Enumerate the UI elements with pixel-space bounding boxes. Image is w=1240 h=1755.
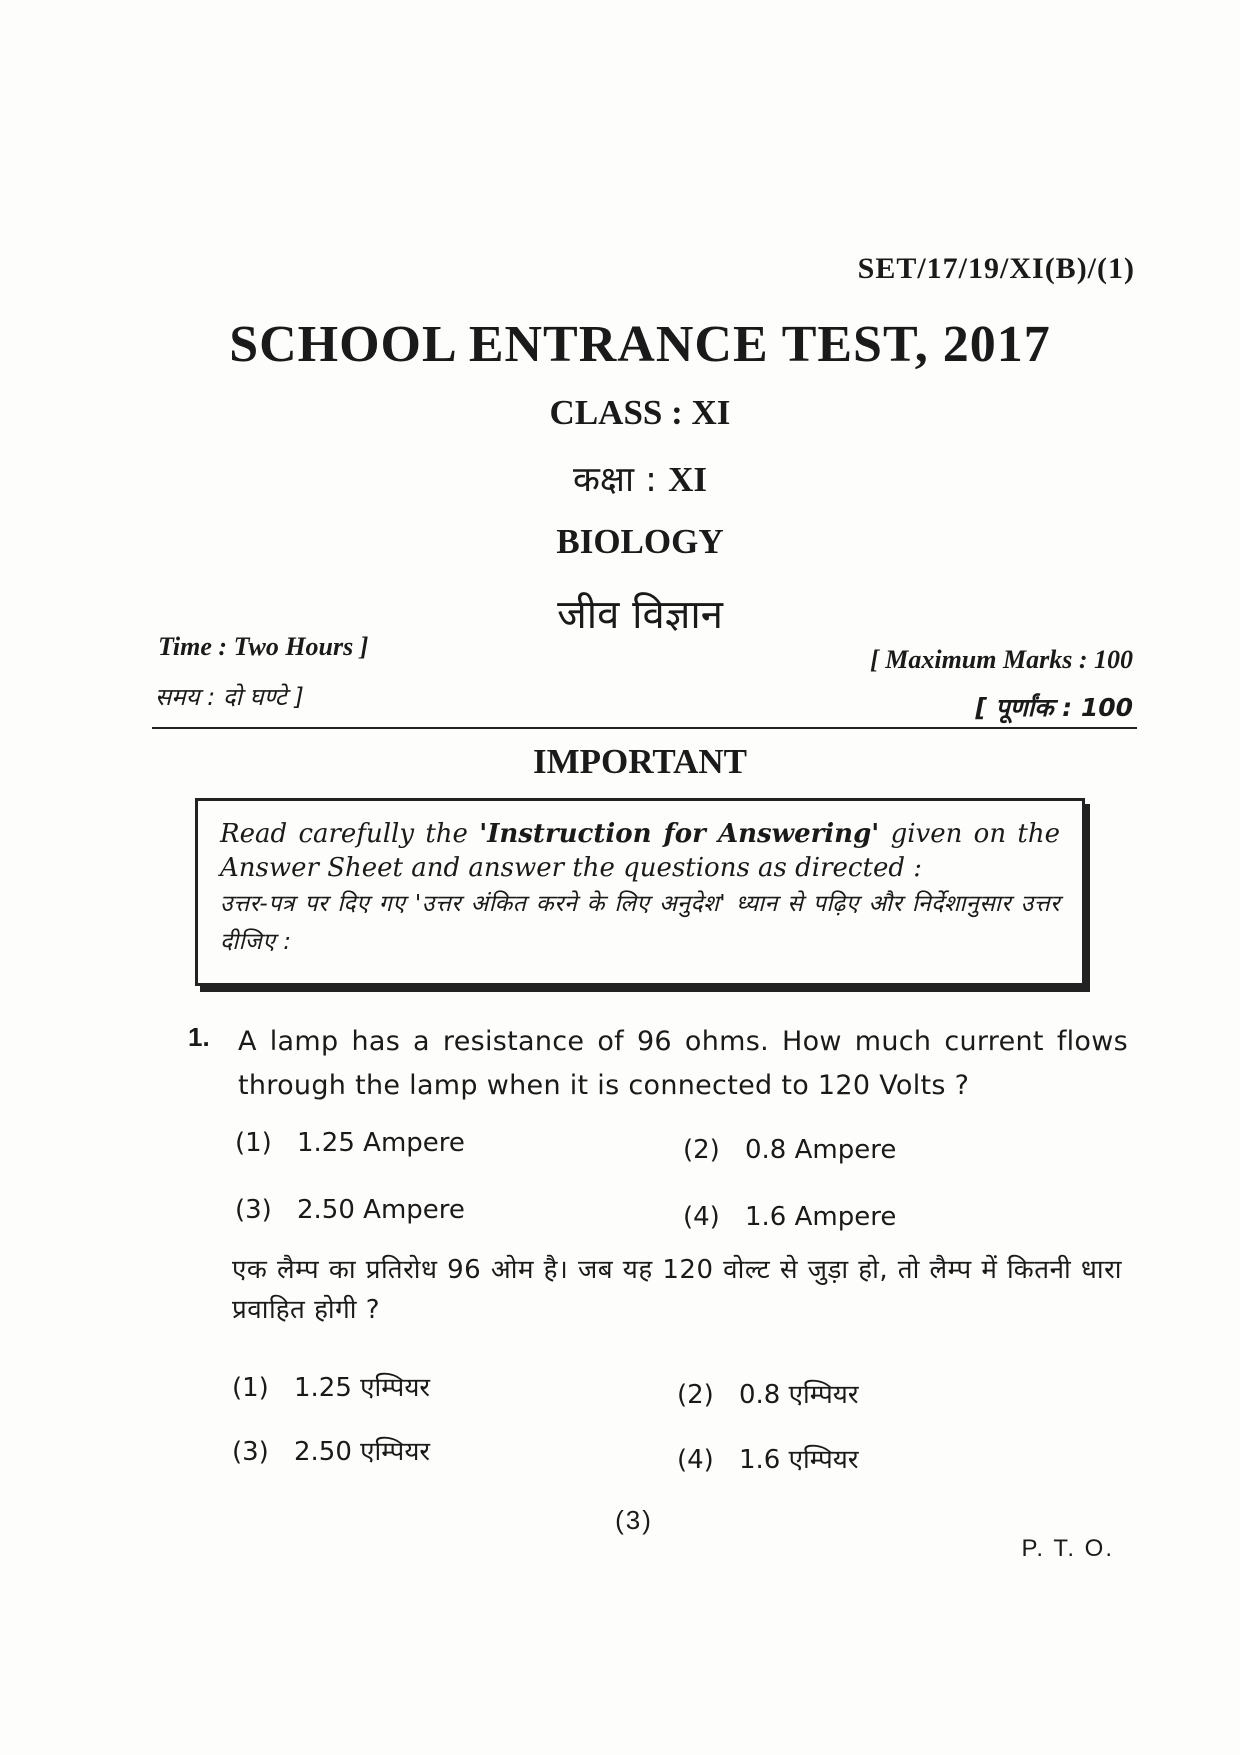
option-text: 2.50 एम्पियर bbox=[294, 1437, 431, 1467]
instruction-hi: उत्तर-पत्र पर दिए गए 'उत्तर अंकित करने के लिए अनुदेश' ध्यान से पढ़िए और निर्देशानुसार उत्तर दीजिए : bbox=[220, 891, 1060, 955]
option-hi-4 bbox=[677, 1440, 859, 1476]
exam-title: SCHOOL ENTRANCE TEST, 2017 bbox=[229, 316, 1051, 373]
question-text-en: A lamp has a resistance of 96 ohms. How much current flows through the lamp when it is connected to 120 Volts ? bbox=[238, 1026, 1128, 1101]
subject-hi: जीव विज्ञान bbox=[557, 592, 723, 638]
time-hi: समय : दो घण्टे ] bbox=[155, 683, 304, 711]
option-number: (1) bbox=[232, 1373, 269, 1403]
max-marks-hi: [ पूर्णांक : 100 bbox=[975, 693, 1133, 722]
option-hi-1 bbox=[232, 1368, 430, 1404]
option-hi-2 bbox=[677, 1375, 859, 1411]
instruction-en-bold: 'Instruction for Answering' bbox=[479, 819, 880, 849]
option-en-2 bbox=[683, 1135, 896, 1165]
instruction-box bbox=[195, 798, 1085, 986]
class-label-en: CLASS : XI bbox=[549, 393, 731, 432]
option-number: (1) bbox=[235, 1128, 272, 1158]
option-text: 0.8 Ampere bbox=[745, 1135, 897, 1165]
option-en-3 bbox=[235, 1195, 465, 1225]
option-text: 0.8 एम्पियर bbox=[739, 1380, 859, 1410]
important-heading: IMPORTANT bbox=[533, 742, 747, 781]
class-hi-value: XI bbox=[668, 460, 707, 499]
option-text: 1.6 एम्पियर bbox=[739, 1445, 859, 1475]
header-divider bbox=[152, 727, 1137, 729]
option-en-1 bbox=[235, 1128, 465, 1158]
time-en: Time : Two Hours ] bbox=[158, 632, 369, 661]
option-text: 1.25 Ampere bbox=[297, 1128, 465, 1158]
class-label-hi bbox=[0, 455, 1240, 502]
option-text: 1.6 Ampere bbox=[745, 1202, 897, 1232]
pto-label: P. T. O. bbox=[1021, 1535, 1114, 1562]
question-text-hi: एक लैम्प का प्रतिरोध 96 ओम है। जब यह 120 वोल्ट से जुड़ा हो, तो लैम्प में कितनी धारा प्रवाहित होगी ? bbox=[232, 1255, 1122, 1325]
question-number: 1. bbox=[188, 1022, 210, 1052]
instruction-en bbox=[220, 817, 1060, 885]
option-number: (4) bbox=[677, 1445, 714, 1475]
option-number: (2) bbox=[677, 1380, 714, 1410]
class-hi-label: कक्षा : bbox=[572, 460, 657, 500]
option-number: (2) bbox=[683, 1135, 720, 1165]
instruction-en-start: Read carefully the bbox=[220, 819, 480, 849]
subject-en: BIOLOGY bbox=[556, 522, 724, 561]
option-en-4 bbox=[683, 1202, 896, 1232]
max-marks-en: [ Maximum Marks : 100 bbox=[870, 645, 1133, 674]
page-number: (3) bbox=[615, 1505, 653, 1535]
option-text: 2.50 Ampere bbox=[297, 1195, 465, 1225]
option-hi-3 bbox=[232, 1432, 430, 1468]
set-code: SET/17/19/XI(B)/(1) bbox=[857, 252, 1135, 285]
option-text: 1.25 एम्पियर bbox=[294, 1373, 431, 1403]
option-number: (3) bbox=[235, 1195, 272, 1225]
option-number: (3) bbox=[232, 1437, 269, 1467]
instruction-en-end: given on the Answer Sheet and answer the questions as directed : bbox=[220, 819, 1060, 883]
option-number: (4) bbox=[683, 1202, 720, 1232]
